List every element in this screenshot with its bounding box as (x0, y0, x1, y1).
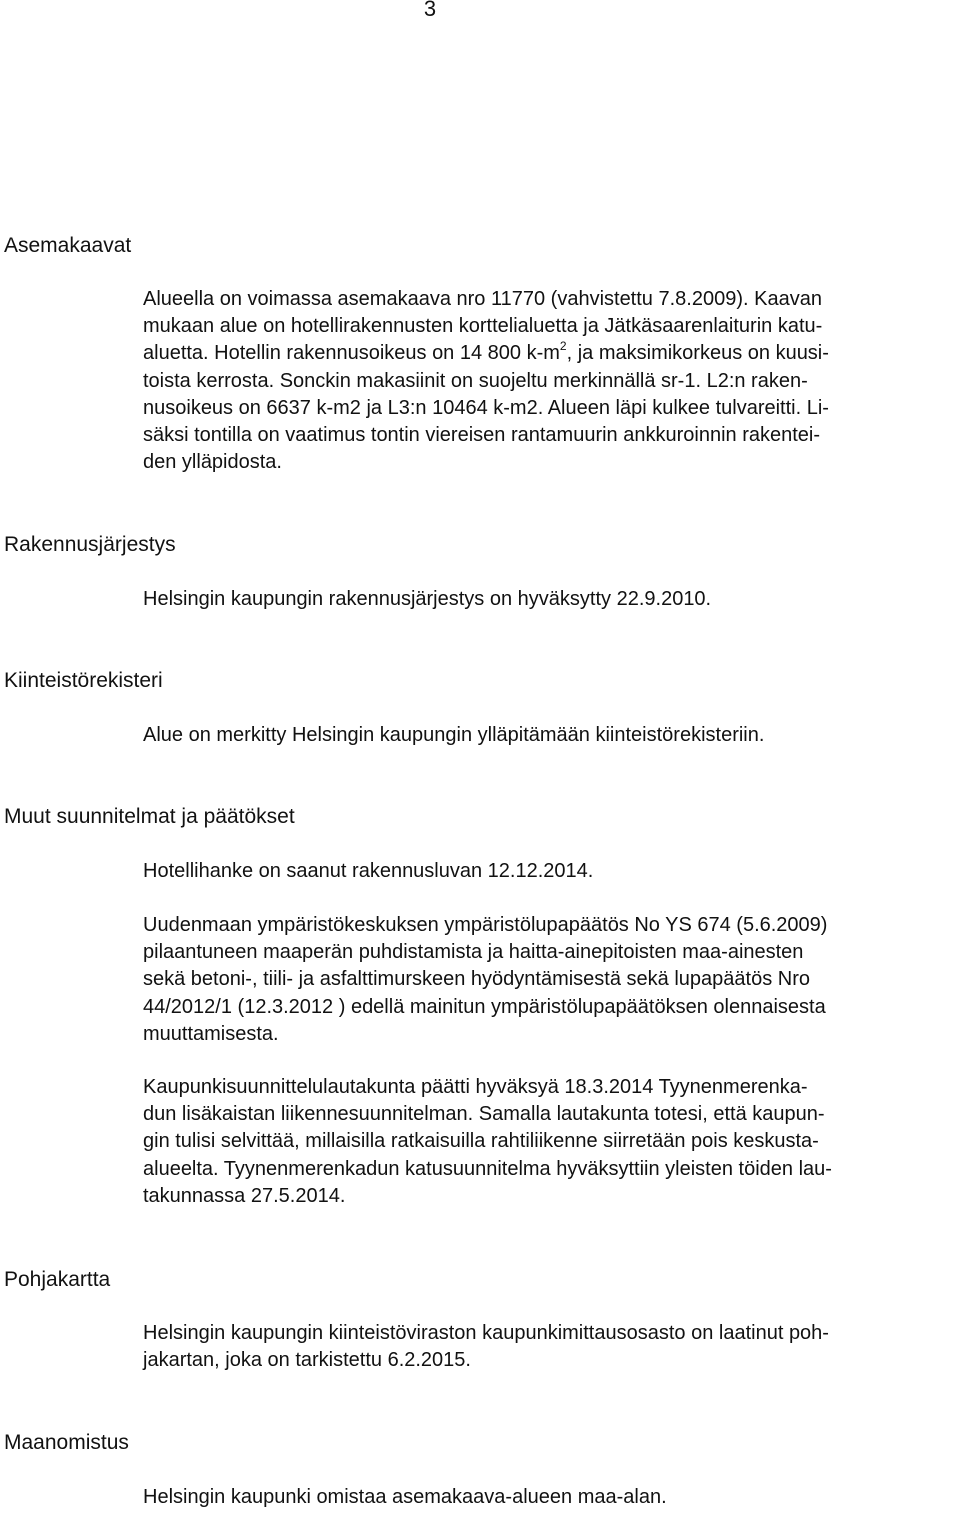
muut-paragraph-3 (143, 1074, 955, 1210)
muut-p2-line-1: Uudenmaan ympäristökeskuksen ympäristölupapäätös No YS 674 (5.6.2009) (143, 914, 828, 936)
section-heading-maanomistus: Maanomistus (4, 1431, 129, 1454)
section-heading-asemakaavat: Asemakaavat (4, 234, 132, 257)
muut-p3-line-5: takunnassa 27.5.2014. (143, 1184, 346, 1207)
superscript-2: 2 (559, 339, 567, 354)
asemakaavat-line-1: Alueella on voimassa asemakaava nro 11770 (vahvistettu 7.8.2009). Kaavan (143, 288, 822, 310)
asemakaavat-paragraph (143, 286, 955, 476)
muut-p3-line-4: alueelta. Tyynenmerenkadun katusuunnitelma hyväksyttiin yleisten töiden lau- (143, 1157, 832, 1180)
pohjakartta-paragraph (143, 1320, 955, 1374)
pohjakartta-line-1: Helsingin kaupungin kiinteistöviraston kaupunkimittausosasto on laatinut poh- (143, 1322, 829, 1344)
maanomistus-paragraph (143, 1484, 955, 1511)
asemakaavat-line-3-text: aluetta. Hotellin rakennusoikeus on 14 800 k-m (143, 342, 560, 365)
section-heading-pohjakartta: Pohjakartta (4, 1268, 111, 1291)
asemakaavat-line-4-prefix: toista kerrosta. (143, 369, 280, 392)
muut-paragraph-2 (143, 912, 955, 1048)
muut-p3-line-3: gin tulisi selvittää, millaisilla ratkaisuilla rahtiliikenne siirretään pois keskusta- (143, 1130, 819, 1153)
muut-p3-line-2: dun lisäkaistan liikennesuunnitelman. Samalla lautakunta totesi, että kaupun- (143, 1103, 825, 1126)
muut-p2-line-3: sekä betoni-, tiili- ja asfalttimurskeen hyödyntämisestä sekä lupapäätös Nro (143, 968, 810, 991)
muut-p2-line-4: 44/2012/1 (12.3.2012 ) edellä mainitun ympäristölupapäätöksen olennaisesta (143, 995, 826, 1018)
maanomistus-text: Helsingin kaupunki omistaa asemakaava-alueen maa-alan. (143, 1486, 667, 1508)
asemakaavat-line-3-rest: , ja maksimikorkeus on kuusi- (566, 342, 829, 365)
muut-p1-text: Hotellihanke on saanut rakennusluvan 12.12.2014. (143, 860, 594, 882)
kiinteistorekisteri-text: Alue on merkitty Helsingin kaupungin ylläpitämään kiinteistörekisteriin. (143, 724, 765, 746)
section-heading-rakennusjarjestys: Rakennusjärjestys (4, 533, 176, 556)
asemakaavat-line-3 (143, 340, 955, 367)
asemakaavat-line-5: nusoikeus on 6637 k-m2 ja L3:n 10464 k-m2. Alueen läpi kulkee tulvareitti. Li- (143, 396, 829, 419)
asemakaavat-line-7: den ylläpidosta. (143, 451, 282, 474)
muut-p2-line-5: muuttamisesta. (143, 1022, 279, 1045)
muut-paragraph-1 (143, 858, 955, 885)
rakennusjarjestys-text: Helsingin kaupungin rakennusjärjestys on hyväksytty 22.9.2010. (143, 588, 712, 610)
asemakaavat-line-4 (143, 368, 955, 395)
kiinteistorekisteri-paragraph (143, 722, 955, 749)
rakennusjarjestys-paragraph (143, 586, 955, 613)
section-heading-kiinteistorekisteri: Kiinteistörekisteri (4, 669, 163, 692)
section-heading-muut-suunnitelmat: Muut suunnitelmat ja päätökset (4, 805, 295, 828)
asemakaavat-line-6: säksi tontilla on vaatimus tontin viereisen rantamuurin ankkuroinnin rakentei- (143, 423, 821, 446)
pohjakartta-line-2: jakartan, joka on tarkistettu 6.2.2015. (143, 1349, 471, 1372)
muut-p2-line-2: pilaantuneen maaperän puhdistamista ja haitta-ainepitoisten maa-ainesten (143, 941, 804, 964)
page-number: 3 (423, 0, 437, 21)
asemakaavat-line-2: mukaan alue on hotellirakennusten korttelialuetta ja Jätkäsaarenlaiturin katu- (143, 315, 823, 338)
asemakaavat-line-4-text: Sonckin makasiinit on suojeltu merkinnällä sr-1. L2:n raken- (279, 369, 808, 392)
muut-p3-line-1: Kaupunkisuunnittelulautakunta päätti hyväksyä 18.3.2014 Tyynenmerenka- (143, 1076, 808, 1098)
